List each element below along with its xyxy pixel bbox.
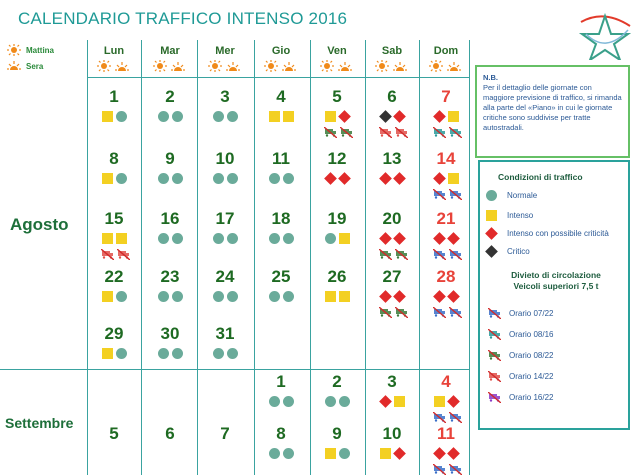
morning-sun-icon — [428, 60, 444, 72]
sun-pair — [374, 60, 408, 72]
evening-sun-icon — [225, 60, 241, 72]
day-number: 29 — [104, 324, 124, 343]
normal-dot-icon — [227, 111, 238, 122]
traffic-marks — [158, 347, 183, 360]
divieto-item — [488, 371, 553, 382]
normal-dot-icon — [172, 111, 183, 122]
intense-square-icon — [283, 111, 294, 122]
day-number: 24 — [215, 267, 235, 286]
possible-critical-diamond-icon — [433, 290, 446, 303]
day-number: 18 — [271, 209, 291, 228]
divieto-item — [488, 329, 553, 340]
divieto-item-label: Orario 14/22 — [509, 372, 554, 381]
ban-green-icon — [379, 307, 392, 318]
normal-dot-icon — [227, 233, 238, 244]
ban-red-icon — [395, 127, 408, 138]
traffic-marks — [158, 232, 183, 245]
day-number: 21 — [436, 209, 456, 228]
ban-teal-icon — [433, 127, 446, 138]
normal-dot-icon — [213, 233, 224, 244]
normal-dot-icon — [172, 348, 183, 359]
ban-blue-icon — [488, 308, 501, 319]
truck-ban-marks — [101, 248, 130, 261]
traffic-marks — [325, 172, 350, 185]
note-box — [475, 65, 630, 158]
weekday-mer: Mer — [215, 45, 235, 57]
traffic-marks — [325, 290, 350, 303]
normal-dot-icon — [213, 173, 224, 184]
traffic-marks — [434, 290, 459, 303]
intense-square-icon — [486, 210, 497, 221]
legend-possibili-label: Intenso con possibile criticità — [507, 229, 609, 238]
day-number: 3 — [387, 372, 397, 391]
ban-green-icon — [324, 127, 337, 138]
traffic-marks — [102, 347, 127, 360]
note-label: N.B. — [483, 73, 498, 82]
divieto-title — [486, 270, 626, 292]
day-number: 11 — [272, 149, 290, 168]
possible-critical-diamond-icon — [393, 447, 406, 460]
ban-blue-icon — [433, 249, 446, 260]
truck-ban-marks — [379, 126, 408, 139]
divieto-item-label: Orario 07/22 — [509, 309, 554, 318]
sun-pair — [207, 60, 241, 72]
day-number: 20 — [382, 209, 402, 228]
legend-critico-label: Critico — [507, 247, 530, 256]
weekday-ven: Ven — [327, 45, 347, 57]
day-number: 15 — [104, 209, 124, 228]
truck-ban-marks — [433, 126, 462, 139]
normal-dot-icon — [116, 291, 127, 302]
traffic-marks — [325, 110, 350, 123]
possible-critical-diamond-icon — [393, 172, 406, 185]
day-number: 17 — [215, 209, 235, 228]
traffic-marks — [434, 110, 459, 123]
legend-mattina-label: Mattina — [26, 45, 54, 55]
normal-dot-icon — [269, 448, 280, 459]
intense-square-icon — [102, 233, 113, 244]
ban-blue-icon — [449, 464, 462, 475]
truck-ban-marks — [433, 411, 462, 424]
normal-dot-icon — [158, 111, 169, 122]
truck-ban-marks — [433, 188, 462, 201]
traffic-marks — [325, 232, 350, 245]
possible-critical-diamond-icon — [338, 172, 351, 185]
month-settembre: Settembre — [5, 415, 74, 431]
normal-dot-icon — [227, 348, 238, 359]
traffic-marks — [269, 290, 294, 303]
critical-diamond-icon — [379, 110, 392, 123]
day-number: 3 — [220, 87, 230, 106]
day-number: 31 — [215, 324, 235, 343]
ban-blue-icon — [433, 307, 446, 318]
sun-pair — [263, 60, 297, 72]
day-number: 28 — [436, 267, 456, 286]
legend-sera — [6, 61, 43, 71]
weekday-mar: Mar — [160, 45, 180, 57]
normal-dot-icon — [213, 348, 224, 359]
day-number: 27 — [382, 267, 402, 286]
day-number: 22 — [104, 267, 124, 286]
ban-blue-icon — [449, 189, 462, 200]
ban-red-icon — [379, 127, 392, 138]
truck-ban-marks — [433, 306, 462, 319]
normal-dot-icon — [283, 448, 294, 459]
intense-square-icon — [448, 173, 459, 184]
ban-teal-icon — [449, 127, 462, 138]
legend-normale-label: Normale — [507, 191, 538, 200]
possible-critical-diamond-icon — [433, 447, 446, 460]
day-number: 11 — [437, 424, 455, 443]
intense-square-icon — [434, 396, 445, 407]
normal-dot-icon — [172, 233, 183, 244]
traffic-marks — [380, 395, 405, 408]
normal-dot-icon — [269, 173, 280, 184]
weekday-gio: Gio — [271, 45, 291, 57]
divieto-title-line1: Divieto di circolazione — [511, 270, 601, 280]
possible-critical-diamond-icon — [379, 290, 392, 303]
traffic-marks — [269, 110, 294, 123]
normal-dot-icon — [283, 291, 294, 302]
normal-dot-icon — [158, 233, 169, 244]
truck-ban-marks — [379, 306, 408, 319]
note-text: Per il dettaglio delle giornate con maggiore previsione di traffico, si rimanda alla parte del «Piano» in cui le giornate critiche sono suddivise per tratte autostradali. — [483, 83, 622, 132]
ban-teal-icon — [488, 329, 501, 340]
ban-green-icon — [395, 249, 408, 260]
possible-critical-diamond-icon — [447, 395, 460, 408]
ban-blue-icon — [433, 189, 446, 200]
traffic-marks — [158, 172, 183, 185]
traffic-marks — [102, 110, 127, 123]
day-number: 5 — [109, 424, 119, 443]
possible-critical-diamond-icon — [379, 232, 392, 245]
possible-critical-diamond-icon — [433, 110, 446, 123]
month-divider — [0, 369, 470, 370]
ban-green-icon — [488, 350, 501, 361]
evening-sun-icon — [392, 60, 408, 72]
normal-dot-icon — [116, 348, 127, 359]
intense-square-icon — [339, 233, 350, 244]
intense-square-icon — [448, 111, 459, 122]
day-number: 13 — [382, 149, 402, 168]
traffic-marks — [102, 232, 127, 245]
day-number: 25 — [271, 267, 291, 286]
normal-dot-icon — [158, 348, 169, 359]
possible-critical-diamond-icon — [393, 290, 406, 303]
possible-critical-diamond-icon — [379, 172, 392, 185]
truck-ban-marks — [379, 248, 408, 261]
traffic-marks — [213, 110, 238, 123]
morning-sun-icon — [319, 60, 335, 72]
truck-ban-marks — [433, 248, 462, 261]
day-number: 5 — [332, 87, 342, 106]
day-number: 4 — [276, 87, 286, 106]
legend-possibili — [486, 228, 609, 239]
month-agosto: Agosto — [10, 215, 69, 234]
divieto-item — [488, 392, 553, 403]
ban-blue-icon — [449, 307, 462, 318]
morning-sun-icon — [6, 44, 22, 56]
day-number: 10 — [215, 149, 235, 168]
column-divider — [141, 40, 142, 475]
normal-dot-icon — [339, 396, 350, 407]
normal-dot-icon — [269, 396, 280, 407]
intense-square-icon — [325, 111, 336, 122]
day-number: 10 — [382, 424, 402, 443]
possible-critical-diamond-icon — [393, 232, 406, 245]
normal-dot-icon — [116, 111, 127, 122]
divieto-item-label: Orario 16/22 — [509, 393, 554, 402]
traffic-marks — [213, 172, 238, 185]
ban-red-icon — [117, 249, 130, 260]
ban-red-icon — [488, 371, 501, 382]
sun-pair — [152, 60, 186, 72]
evening-sun-icon — [6, 61, 22, 71]
ban-blue-icon — [449, 412, 462, 423]
normal-dot-icon — [213, 111, 224, 122]
divieto-item — [488, 308, 553, 319]
normal-dot-icon — [325, 396, 336, 407]
conditions-title: Condizioni di traffico — [498, 172, 583, 182]
traffic-marks — [380, 290, 405, 303]
morning-sun-icon — [207, 60, 223, 72]
normal-dot-icon — [158, 291, 169, 302]
day-number: 9 — [165, 149, 175, 168]
intense-square-icon — [325, 448, 336, 459]
normal-dot-icon — [172, 173, 183, 184]
traffic-marks — [380, 447, 405, 460]
day-number: 12 — [327, 149, 347, 168]
traffic-marks — [102, 290, 127, 303]
normal-dot-icon — [486, 190, 497, 201]
divieto-item-label: Orario 08/16 — [509, 330, 554, 339]
ban-red-icon — [101, 249, 114, 260]
critical-diamond-icon — [485, 245, 498, 258]
morning-sun-icon — [374, 60, 390, 72]
possible-critical-diamond-icon — [338, 110, 351, 123]
page-title: CALENDARIO TRAFFICO INTENSO 2016 — [18, 9, 348, 28]
intense-square-icon — [102, 173, 113, 184]
ban-green-icon — [340, 127, 353, 138]
intense-square-icon — [102, 348, 113, 359]
logo-icon — [576, 4, 634, 60]
day-number: 23 — [160, 267, 180, 286]
ban-green-icon — [379, 249, 392, 260]
possible-critical-diamond-icon — [485, 227, 498, 240]
normal-dot-icon — [172, 291, 183, 302]
possible-critical-diamond-icon — [433, 232, 446, 245]
traffic-marks — [213, 347, 238, 360]
traffic-conditions-legend — [478, 160, 630, 430]
ban-green-icon — [395, 307, 408, 318]
day-number: 7 — [441, 87, 451, 106]
evening-sun-icon — [170, 60, 186, 72]
normal-dot-icon — [269, 291, 280, 302]
evening-sun-icon — [281, 60, 297, 72]
day-number: 2 — [165, 87, 175, 106]
weekday-dom: Dom — [433, 45, 459, 57]
day-number: 8 — [276, 424, 286, 443]
possible-critical-diamond-icon — [447, 447, 460, 460]
evening-sun-icon — [446, 60, 462, 72]
ban-purple-icon — [488, 392, 501, 403]
legend-intenso — [486, 210, 533, 221]
day-number: 19 — [327, 209, 347, 228]
intense-square-icon — [102, 291, 113, 302]
day-number: 30 — [160, 324, 180, 343]
day-number: 1 — [109, 87, 119, 106]
weekday-lun: Lun — [103, 45, 125, 57]
day-number: 26 — [327, 267, 347, 286]
morning-sun-icon — [152, 60, 168, 72]
intense-square-icon — [116, 233, 127, 244]
ban-blue-icon — [433, 412, 446, 423]
header-divider — [87, 77, 469, 78]
traffic-marks — [380, 110, 405, 123]
traffic-marks — [269, 172, 294, 185]
day-number: 6 — [387, 87, 397, 106]
traffic-marks — [213, 232, 238, 245]
normal-dot-icon — [283, 396, 294, 407]
intense-square-icon — [325, 291, 336, 302]
legend-mattina — [6, 44, 54, 56]
truck-ban-marks — [324, 126, 353, 139]
morning-sun-icon — [263, 60, 279, 72]
normal-dot-icon — [116, 173, 127, 184]
traffic-marks — [269, 447, 294, 460]
day-number: 14 — [436, 149, 456, 168]
traffic-marks — [158, 110, 183, 123]
weekday-sab: Sab — [381, 45, 403, 57]
traffic-marks — [380, 172, 405, 185]
traffic-marks — [102, 172, 127, 185]
day-number: 16 — [160, 209, 180, 228]
traffic-marks — [158, 290, 183, 303]
truck-ban-marks — [433, 463, 462, 475]
normal-dot-icon — [227, 291, 238, 302]
normal-dot-icon — [325, 233, 336, 244]
divieto-title-line2: Veicoli superiori 7,5 t — [513, 281, 599, 291]
normal-dot-icon — [227, 173, 238, 184]
normal-dot-icon — [283, 233, 294, 244]
day-number: 2 — [332, 372, 342, 391]
possible-critical-diamond-icon — [393, 110, 406, 123]
normal-dot-icon — [158, 173, 169, 184]
day-number: 8 — [109, 149, 119, 168]
traffic-marks — [380, 232, 405, 245]
ban-blue-icon — [449, 249, 462, 260]
intense-square-icon — [102, 111, 113, 122]
sun-pair — [96, 60, 130, 72]
normal-dot-icon — [213, 291, 224, 302]
traffic-marks — [434, 395, 459, 408]
sun-pair — [428, 60, 462, 72]
normal-dot-icon — [339, 448, 350, 459]
legend-normale — [486, 190, 537, 201]
traffic-marks — [269, 395, 294, 408]
intense-square-icon — [394, 396, 405, 407]
normal-dot-icon — [269, 233, 280, 244]
day-number: 7 — [220, 424, 230, 443]
divieto-item-label: Orario 08/22 — [509, 351, 554, 360]
traffic-marks — [434, 172, 459, 185]
legend-intenso-label: Intenso — [507, 211, 534, 220]
legend-sera-label: Sera — [26, 61, 44, 71]
day-number: 1 — [276, 372, 286, 391]
day-number: 6 — [165, 424, 175, 443]
traffic-marks — [325, 395, 350, 408]
morning-sun-icon — [96, 60, 112, 72]
traffic-marks — [434, 232, 459, 245]
possible-critical-diamond-icon — [324, 172, 337, 185]
possible-critical-diamond-icon — [447, 232, 460, 245]
divieto-item — [488, 350, 553, 361]
intense-square-icon — [339, 291, 350, 302]
intense-square-icon — [380, 448, 391, 459]
evening-sun-icon — [114, 60, 130, 72]
traffic-marks — [269, 232, 294, 245]
normal-dot-icon — [283, 173, 294, 184]
sun-pair — [319, 60, 353, 72]
possible-critical-diamond-icon — [379, 395, 392, 408]
evening-sun-icon — [337, 60, 353, 72]
day-number: 4 — [441, 372, 451, 391]
traffic-marks — [325, 447, 350, 460]
day-number: 9 — [332, 424, 342, 443]
legend-critico — [486, 246, 530, 257]
ban-blue-icon — [433, 464, 446, 475]
possible-critical-diamond-icon — [433, 172, 446, 185]
traffic-marks — [434, 447, 459, 460]
traffic-marks — [213, 290, 238, 303]
intense-square-icon — [269, 111, 280, 122]
possible-critical-diamond-icon — [447, 290, 460, 303]
